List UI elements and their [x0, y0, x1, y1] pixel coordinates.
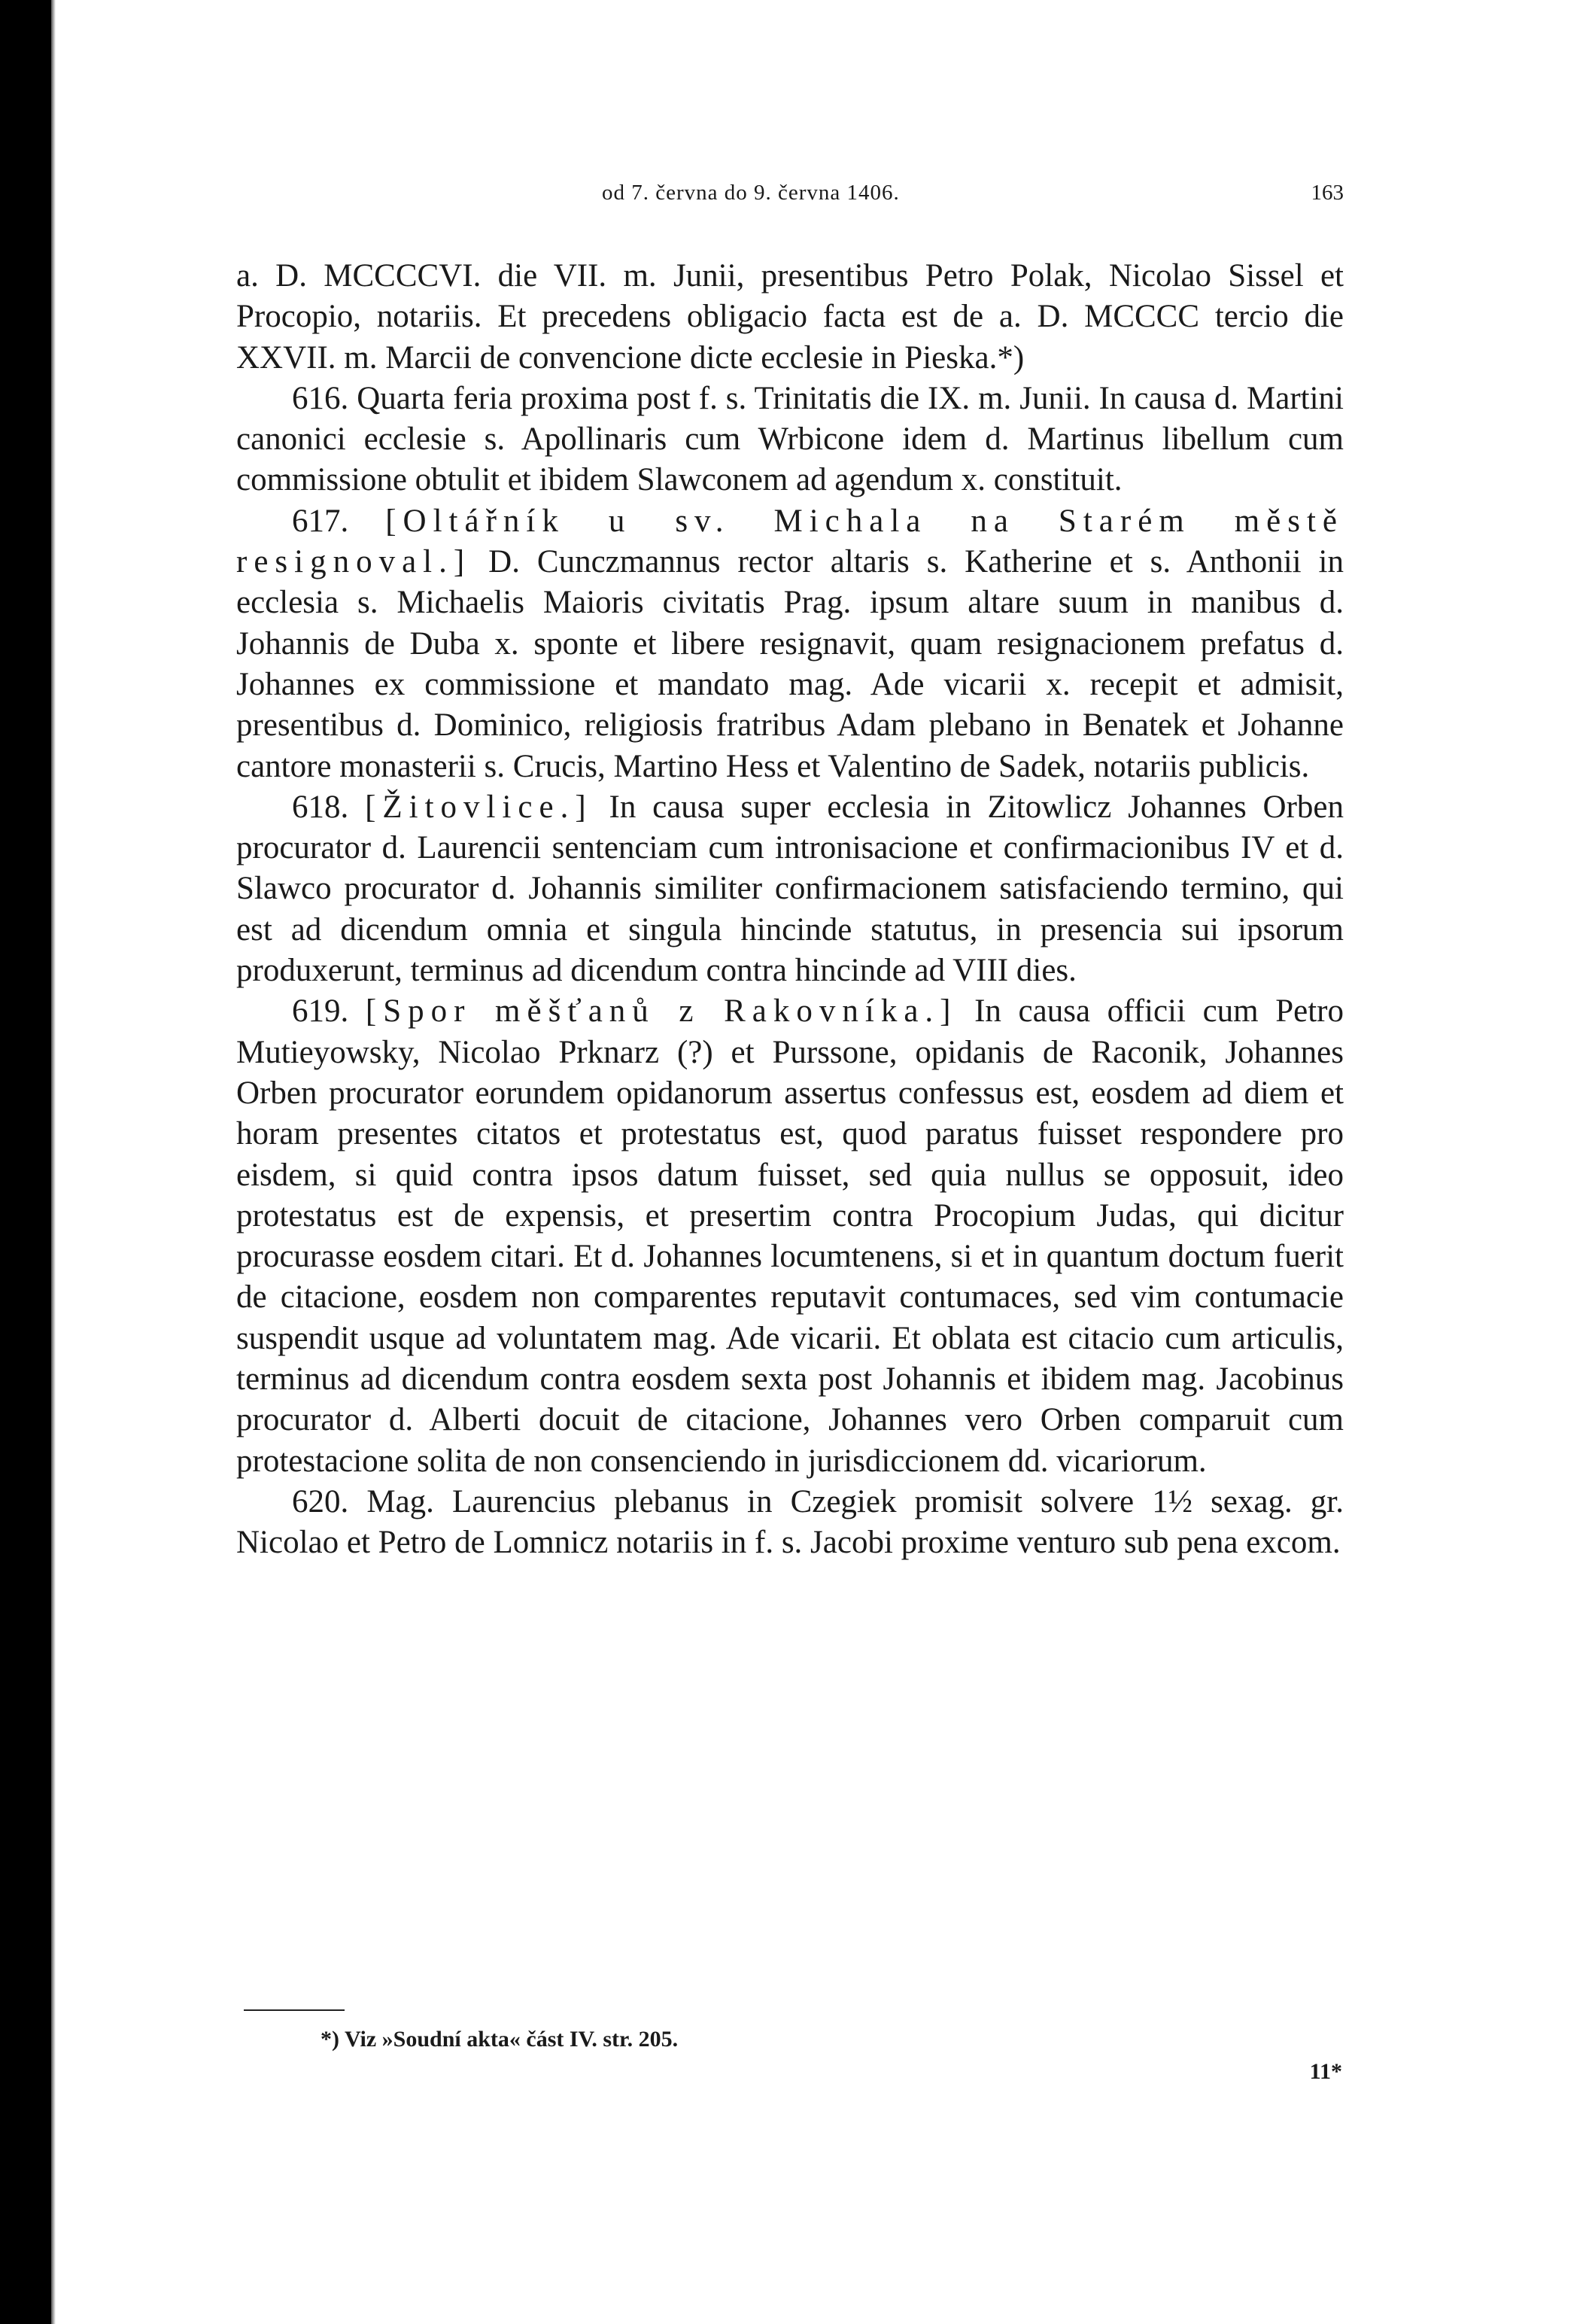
entry-620 [236, 1482, 1344, 1564]
entry-number: 620. [292, 1483, 349, 1519]
entry-618 [236, 787, 1344, 991]
entry-number: 618. [292, 789, 349, 825]
binding-edge [0, 0, 51, 2324]
entry-text: In causa officii cum Petro Mutieyowsky, Nicolao Prknarz (?) et Purssone, opidanis de Raconik, Johannes Orben procurator eorundem opidanorum assertus confessus est, eosdem ad diem et horam presentes citatos et protestatus est, quod paratus fuisset respondere pro eisdem, si quid contra ipsos datum fuisset, sed quia nullus se opposuit, ideo protestatus est de expensis, et presertim contra Procopium Judas, qui dicitur procurasse eosdem citari. Et d. Johannes locumtenens, si et in quantum doctum fuerit de citacione, eosdem non comparentes reputavit contumaces, sed vim contumacie suspendit usque ad voluntatem mag. Ade vicarii. Et oblata est citacio cum articulis, terminus ad dicendum contra eosdem sexta post Johannis et ibidem mag. Jacobinus procurator d. Alberti docuit de citacione, Johannes vero Orben comparuit cum protestacione solita de non consenciendo in jurisdiccionem dd. vicariorum. [236, 993, 1344, 1479]
entry-text: D. Cunczmannus rector altaris s. Katherine et s. Anthonii in ecclesia s. Michaelis Maioris civitatis Prag. ipsum altare suum in manibus d. Johannis de Duba x. sponte et libere resignavit, quam resignacionem prefatus d. Johannes ex commissione et mandato mag. Ade vicarii x. recepit et admisit, presentibus d. Dominico, religiosis fratribus Adam plebano in Benatek et Johanne cantore monasterii s. Crucis, Martino Hess et Valentino de Sadek, notariis publicis. [236, 544, 1344, 784]
entry-heading: [Oltářník u sv. Michala na Starém městě resignoval.] [236, 503, 1344, 580]
entry-616 [236, 379, 1344, 501]
footnote: *) Viz »Soudní akta« část IV. str. 205. [321, 2027, 679, 2052]
running-title: od 7. června do 9. června 1406. [602, 181, 900, 205]
entry-number: 617. [292, 503, 349, 539]
binding-shadow [51, 0, 56, 2324]
entry-619 [236, 991, 1344, 1482]
page-number: 163 [1311, 181, 1344, 205]
body-text [236, 256, 1344, 1564]
entry-text: In causa super ecclesia in Zitowlicz Johannes Orben procurator d. Laurencii sentenciam cum intronisacione et confirmacionibus IV et d. Slawco procurator d. Johannis similiter confirmacionem satisfaciendo termino, qui est ad dicendum omnia et singula hincinde statutus, in presencia sui ipsorum produxerunt, terminus ad dicendum contra hincinde ad VIII dies. [236, 789, 1344, 989]
entry-number: 616. [292, 380, 349, 416]
footnote-divider [244, 2009, 345, 2011]
entry-heading: [Žitovlice.] [365, 789, 593, 825]
paragraph-continuation [236, 256, 1344, 379]
book-page [236, 0, 1344, 2324]
entry-heading: [Spor měšťanů z Rakovníka.] [365, 993, 958, 1030]
paragraph-text: a. D. MCCCCVI. die VII. m. Junii, presentibus Petro Polak, Nicolao Sissel et Procopio, notariis. Et precedens obligacio facta est de a. D. MCCCC tercio die XXVII. m. Marcii de convencione dicte ecclesie in Pieska.*) [236, 258, 1344, 376]
entry-text: Mag. Laurencius plebanus in Czegiek promisit solvere 1½ sexag. gr. Nicolao et Petro de Lomnicz notariis in f. s. Jacobi proxime venturo sub pena excom. [236, 1483, 1344, 1561]
running-head [236, 181, 1344, 211]
signature-mark: 11* [1309, 2059, 1342, 2084]
entry-number: 619. [292, 993, 349, 1030]
entry-text: Quarta feria proxima post f. s. Trinitatis die IX. m. Junii. In causa d. Martini canonici ecclesie s. Apollinaris cum Wrbicone idem d. Martinus libellum cum commissione obtulit et ibidem Slawconem ad agendum x. constituit. [236, 380, 1344, 498]
entry-617 [236, 501, 1344, 787]
